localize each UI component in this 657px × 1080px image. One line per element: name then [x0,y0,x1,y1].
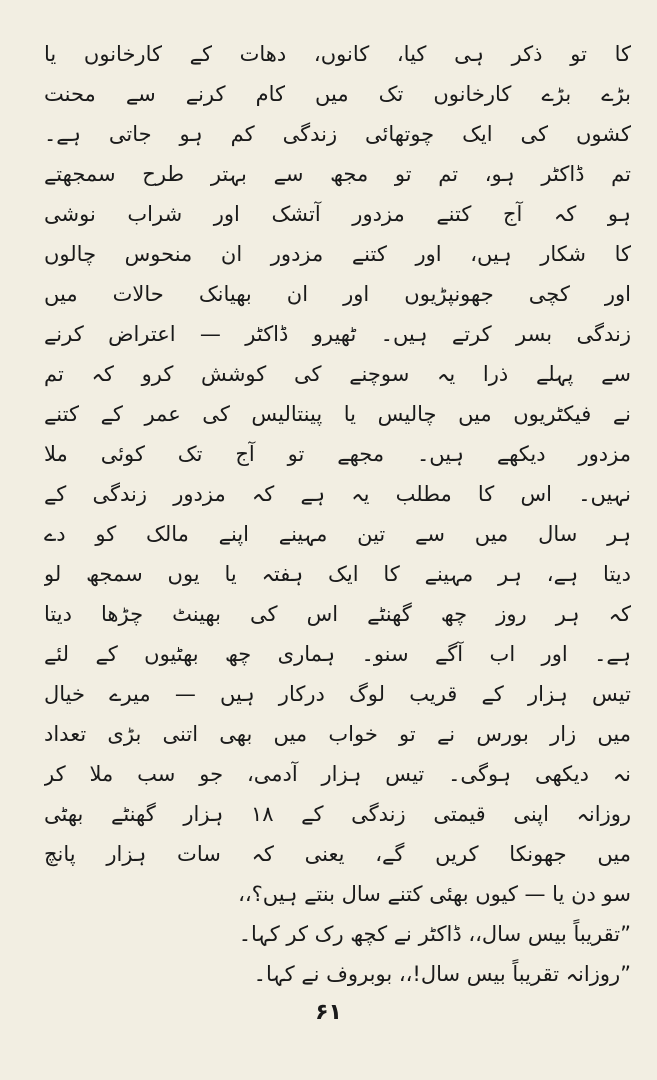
text-line: میں جھونکا کریں گے، یعنی کہ سات ہزار پانچ [44,842,631,866]
text-line: ہے۔ اور اب آگے سنو۔ ہماری چھ بھٹیوں کے لئے [44,642,631,666]
text-line: بڑے بڑے کارخانوں تک میں کام کرنے سے محنت [44,82,631,106]
text-line: زندگی بسر کرتے ہیں۔ ٹھیرو ڈاکٹر — اعتراض کرنے [44,322,631,346]
text-line: کہ ہر روز چھ گھنٹے اس کی بھینٹ چڑھا دیتا [44,602,631,626]
text-line: کشوں کی ایک چوتھائی زندگی کم ہو جاتی ہے۔ [44,122,631,146]
text-line: مزدور دیکھے ہیں۔ مجھے تو آج تک کوئی ملا [44,442,631,466]
page-number: ۶۱ [315,1000,342,1025]
text-line: نے فیکٹریوں میں چالیس یا پینتالیس کی عمر کے کتنے [44,402,631,426]
text-line: سو دن یا — کیوں بھئی کتنے سال بنتے ہیں؟،، [238,882,631,906]
text-line: تم ڈاکٹر ہو، تم تو مجھ سے بہتر طرح سمجھتے [44,162,631,186]
text-line: روزانہ اپنی قیمتی زندگی کے ۱۸ ہزار گھنٹے بھٹی [44,802,631,826]
text-line: تیس ہزار کے قریب لوگ درکار ہیں — میرے خیال [44,682,631,706]
text-line: نہیں۔ اس کا مطلب یہ ہے کہ مزدور زندگی کے [44,482,631,506]
text-line: میں زار بورس نے تو خواب میں بھی اتنی بڑی تعداد [44,722,631,746]
text-line: ہو کہ آج کتنے مزدور آتشک اور شراب نوشی [44,202,631,226]
text-line: ”تقریباً بیس سال،، ڈاکٹر نے کچھ رک کر کہا۔ [238,922,631,946]
body-text [44,34,631,994]
text-line: ”روزانہ تقریباً بیس سال!،، بوبروف نے کہا۔ [253,962,631,986]
text-line: نہ دیکھی ہوگی۔ تیس ہزار آدمی، جو سب ملا کر [44,762,631,786]
text-line: کا شکار ہیں، اور کتنے مزدور ان منحوس چالوں [44,242,631,266]
text-line: دیتا ہے، ہر مہینے کا ایک ہفتہ یا یوں سمجھ لو [44,562,631,586]
text-line: اور کچی جھونپڑیوں اور ان بھیانک حالات میں [44,282,631,306]
text-line: ہر سال میں سے تین مہینے اپنے مالک کو دے [44,522,631,546]
text-line: سے پہلے ذرا یہ سوچنے کی کوشش کرو کہ تم [44,362,631,386]
text-line: کا تو ذکر ہی کیا، کانوں، دھات کے کارخانوں یا [44,42,631,66]
